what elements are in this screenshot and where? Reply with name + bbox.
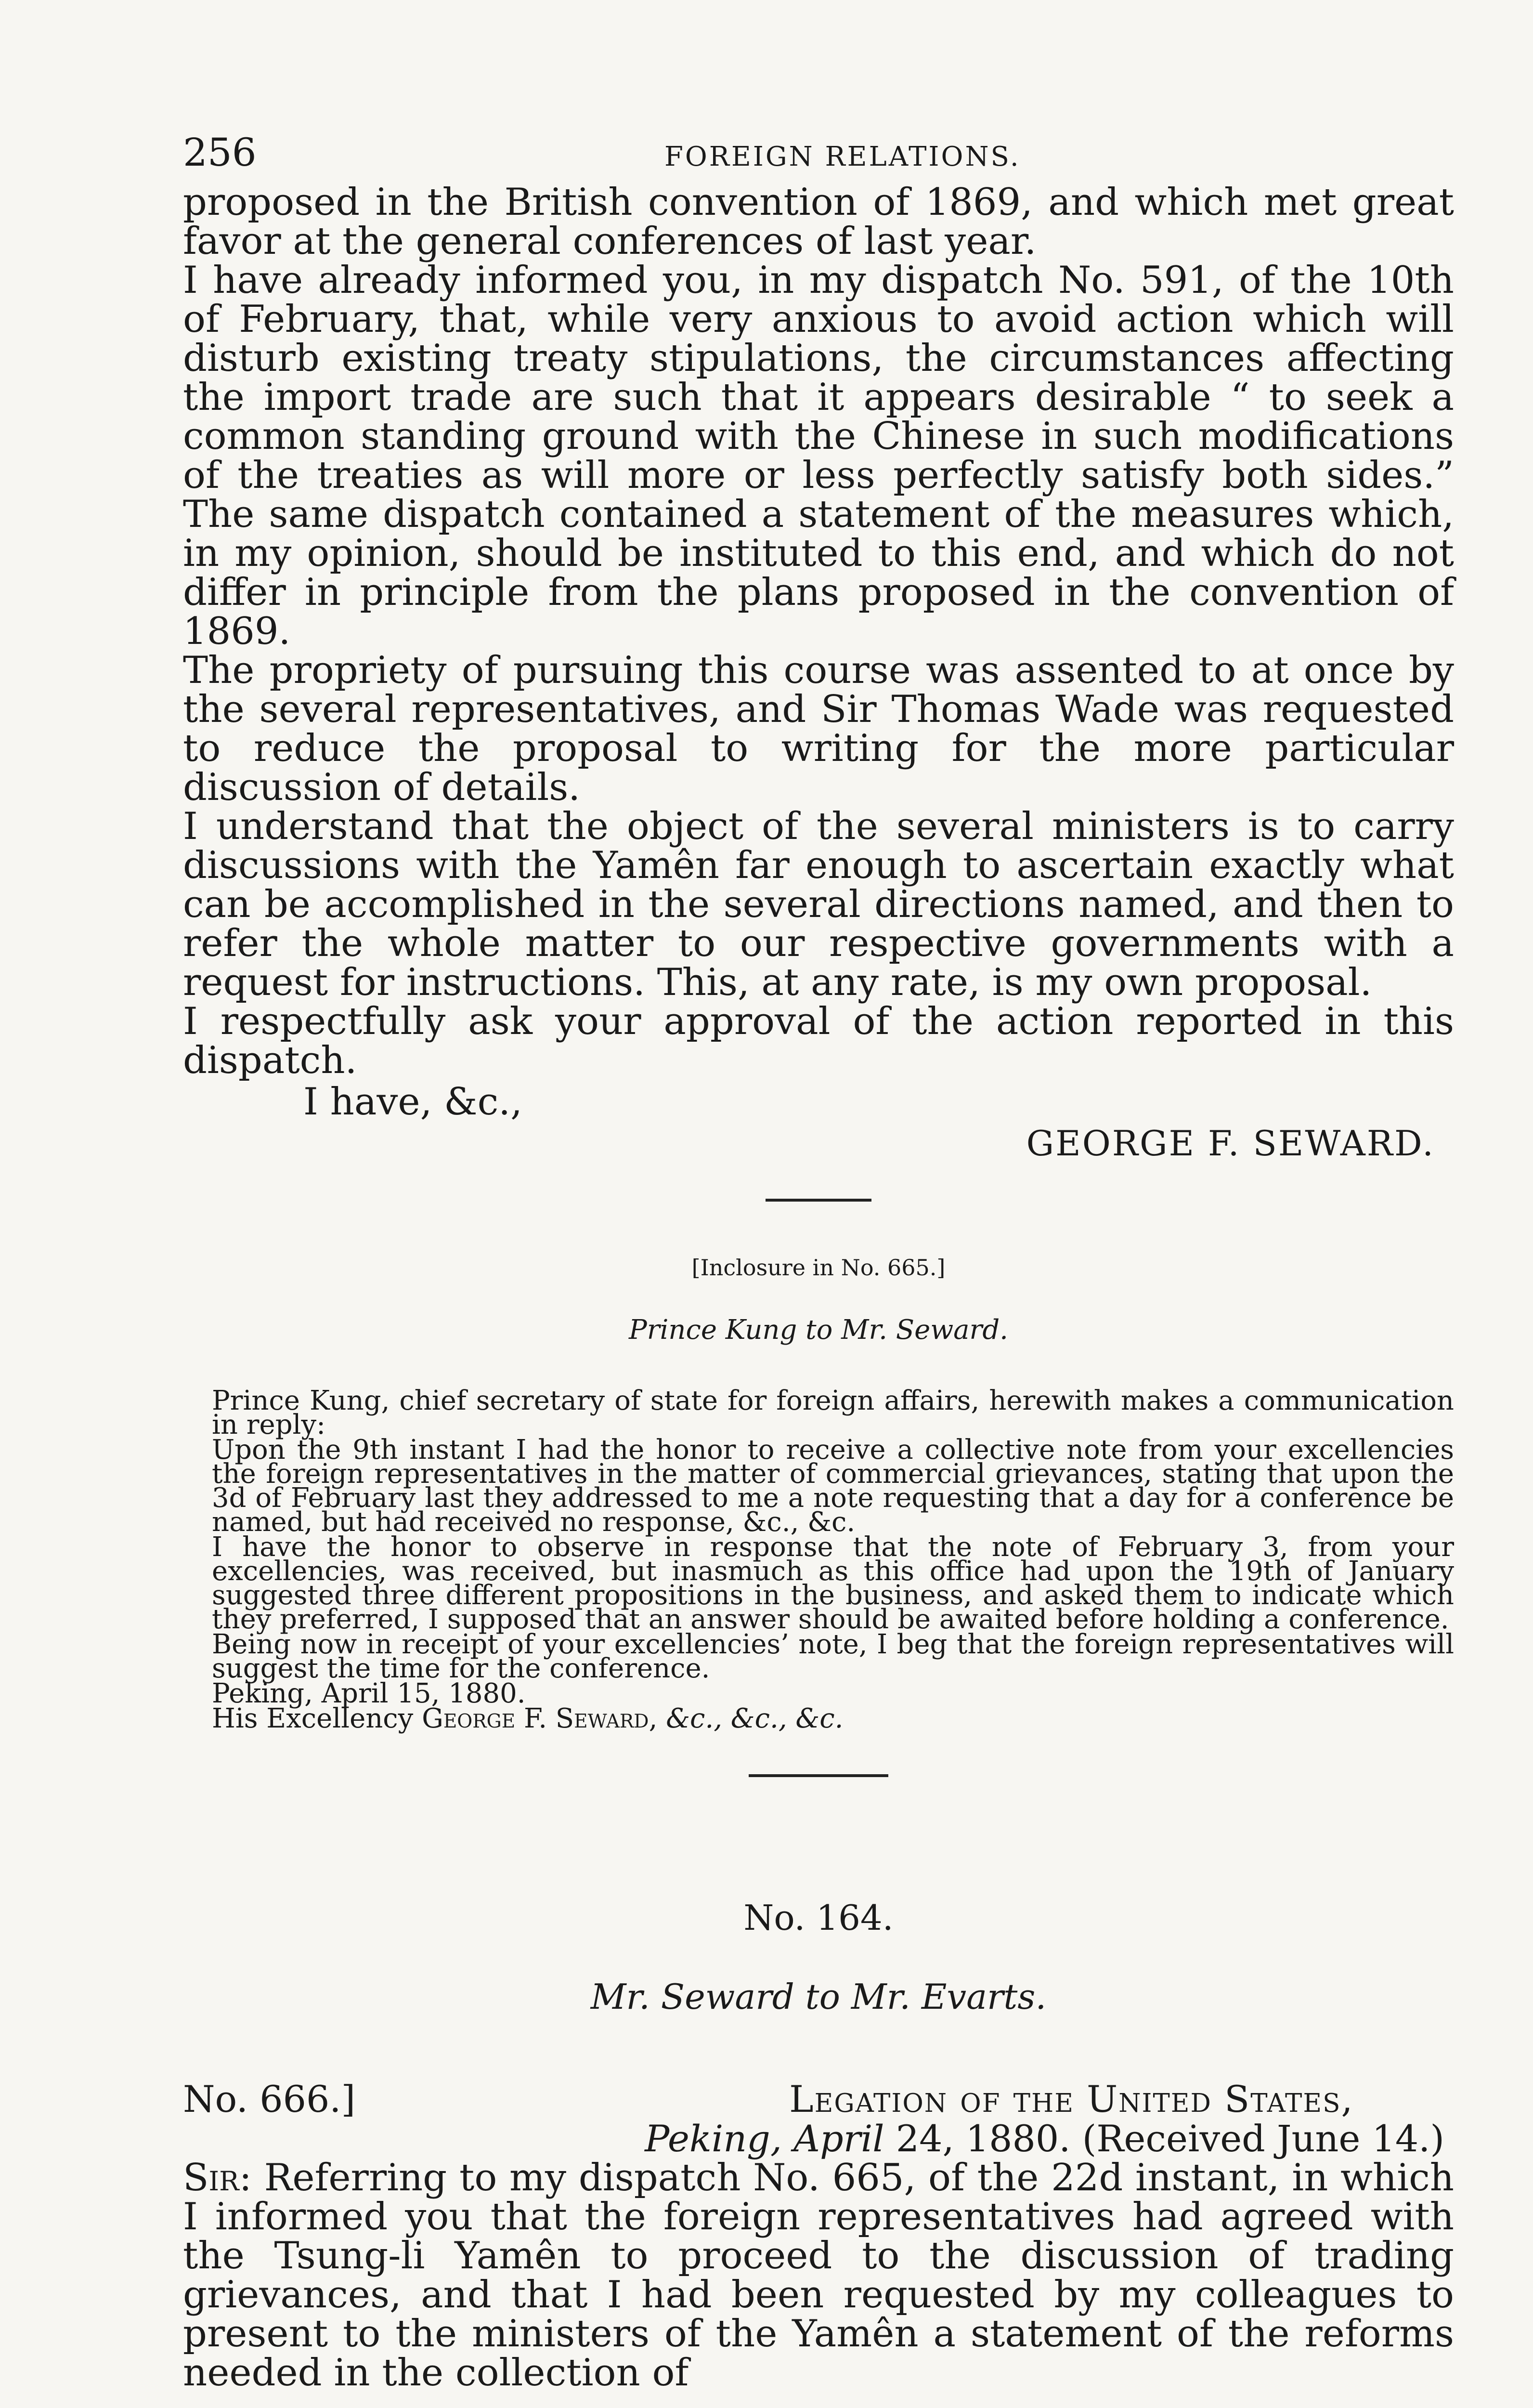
received-date: (Received June 14.) — [1082, 2117, 1444, 2160]
section-divider — [749, 1774, 888, 1777]
paragraph: I understand that the object of the several ministers is to carry discussions with the Yamên far enough to ascertain exactly what can be accomplished in the several directions named, and then to refer the whole matter to our respective governments with a request for instructions. This, at any rate, is my own proposal. — [183, 805, 1454, 1004]
next-dispatch-body — [183, 2156, 1455, 2395]
document-page — [183, 130, 1454, 2393]
page-number: 256 — [183, 130, 257, 175]
inclosure-heading: Prince Kung to Mr. Seward. — [629, 1314, 1008, 1346]
inclosure-body — [183, 1385, 1454, 1734]
dispatch-date — [645, 2119, 1444, 2159]
section-divider — [766, 1199, 871, 1202]
dispatch-header — [183, 2080, 1454, 2159]
paragraph: I have the honor to observe in response that the note of February 3, from your excellencies, was received, but inasmuch as this office had upon the 19th of January suggested three different propositions in the business, and asked them to indicate which they preferred, I supposed that an answer should be awaited before holding a conference. — [212, 1531, 1454, 1635]
document-title: Mr. Seward to Mr. Evarts. — [590, 1976, 1047, 2017]
signature: GEORGE F. SEWARD. — [1026, 1123, 1435, 1164]
addressee-prefix: His Excellency — [212, 1703, 414, 1734]
dispatch-body — [183, 183, 1454, 1080]
inclosure-label: [Inclosure in No. 665.] — [691, 1255, 946, 1281]
paragraph: Prince Kung, chief secretary of state for foreign affairs, herewith makes a communication in reply: — [212, 1385, 1454, 1440]
running-head: FOREIGN RELATIONS. — [664, 141, 1021, 172]
paragraph — [183, 2156, 1455, 2395]
dispatch-number: No. 666.] — [183, 2078, 356, 2120]
paragraph: The propriety of pursuing this course was assented to at once by the several representatives, and Sir Thomas Wade was requested to reduce the proposal to writing for the more particular discussion of details. — [183, 649, 1454, 809]
addressee — [183, 1703, 1454, 1734]
dispatch-date-rest: 24, 1880. — [896, 2117, 1071, 2160]
paragraph: I have already informed you, in my dispatch No. 591, of the 10th of February, that, while very anxious to avoid action which will disturb existing treaty stipulations, the circumstances affecting the import trade are such that it appears desirable “ to seek a common standing ground with the Chinese in such modifications of the treaties as will more or less perfectly satisfy both sides.” The same dispatch contained a statement of the measures which, in my opinion, should be instituted to this end, and which do not differ in principle from the plans proposed in the convention of 1869. — [183, 259, 1454, 653]
paragraph: Upon the 9th instant I had the honor to receive a collective note from your excellencies the foreign representatives in the matter of commercial grievances, stating that upon the 3d of February last they addressed to me a note requesting that a day for a conference be named, but had received no response, &c., &c. — [212, 1434, 1454, 1538]
document-number: No. 164. — [743, 1898, 894, 1938]
legation-block — [645, 2080, 1454, 2159]
legation-name: Legation of the United States, — [789, 2078, 1354, 2120]
dispatch-place: Peking, April — [645, 2117, 884, 2160]
addressee-name: George F. Seward, — [422, 1703, 658, 1734]
date-line: Peking, April 15, 1880. — [212, 1678, 526, 1709]
addressee-suffix: &c., &c., &c. — [666, 1703, 844, 1734]
paragraph: I respectfully ask your approval of the action reported in this dispatch. — [183, 1000, 1454, 1082]
page-header — [183, 130, 1454, 183]
paragraph: Being now in receipt of your excellencies’ note, I beg that the foreign representatives will suggest the time for the conference. — [212, 1629, 1454, 1684]
paragraph: proposed in the British convention of 1869, and which met great favor at the general conferences of last year. — [183, 181, 1454, 263]
closing: I have, &c., — [303, 1080, 522, 1124]
dispatch-text: Referring to my dispatch No. 665, of the 22d instant, in which I informed you that the foreign representatives had agreed with the Tsung-li Yamên to proceed to the discussion of trading grievances, and that I had been requested by my colleagues to present to the ministers of the Yamên a statement of the reforms needed in the collection of — [183, 2156, 1455, 2395]
salutation: Sir: — [183, 2156, 252, 2199]
